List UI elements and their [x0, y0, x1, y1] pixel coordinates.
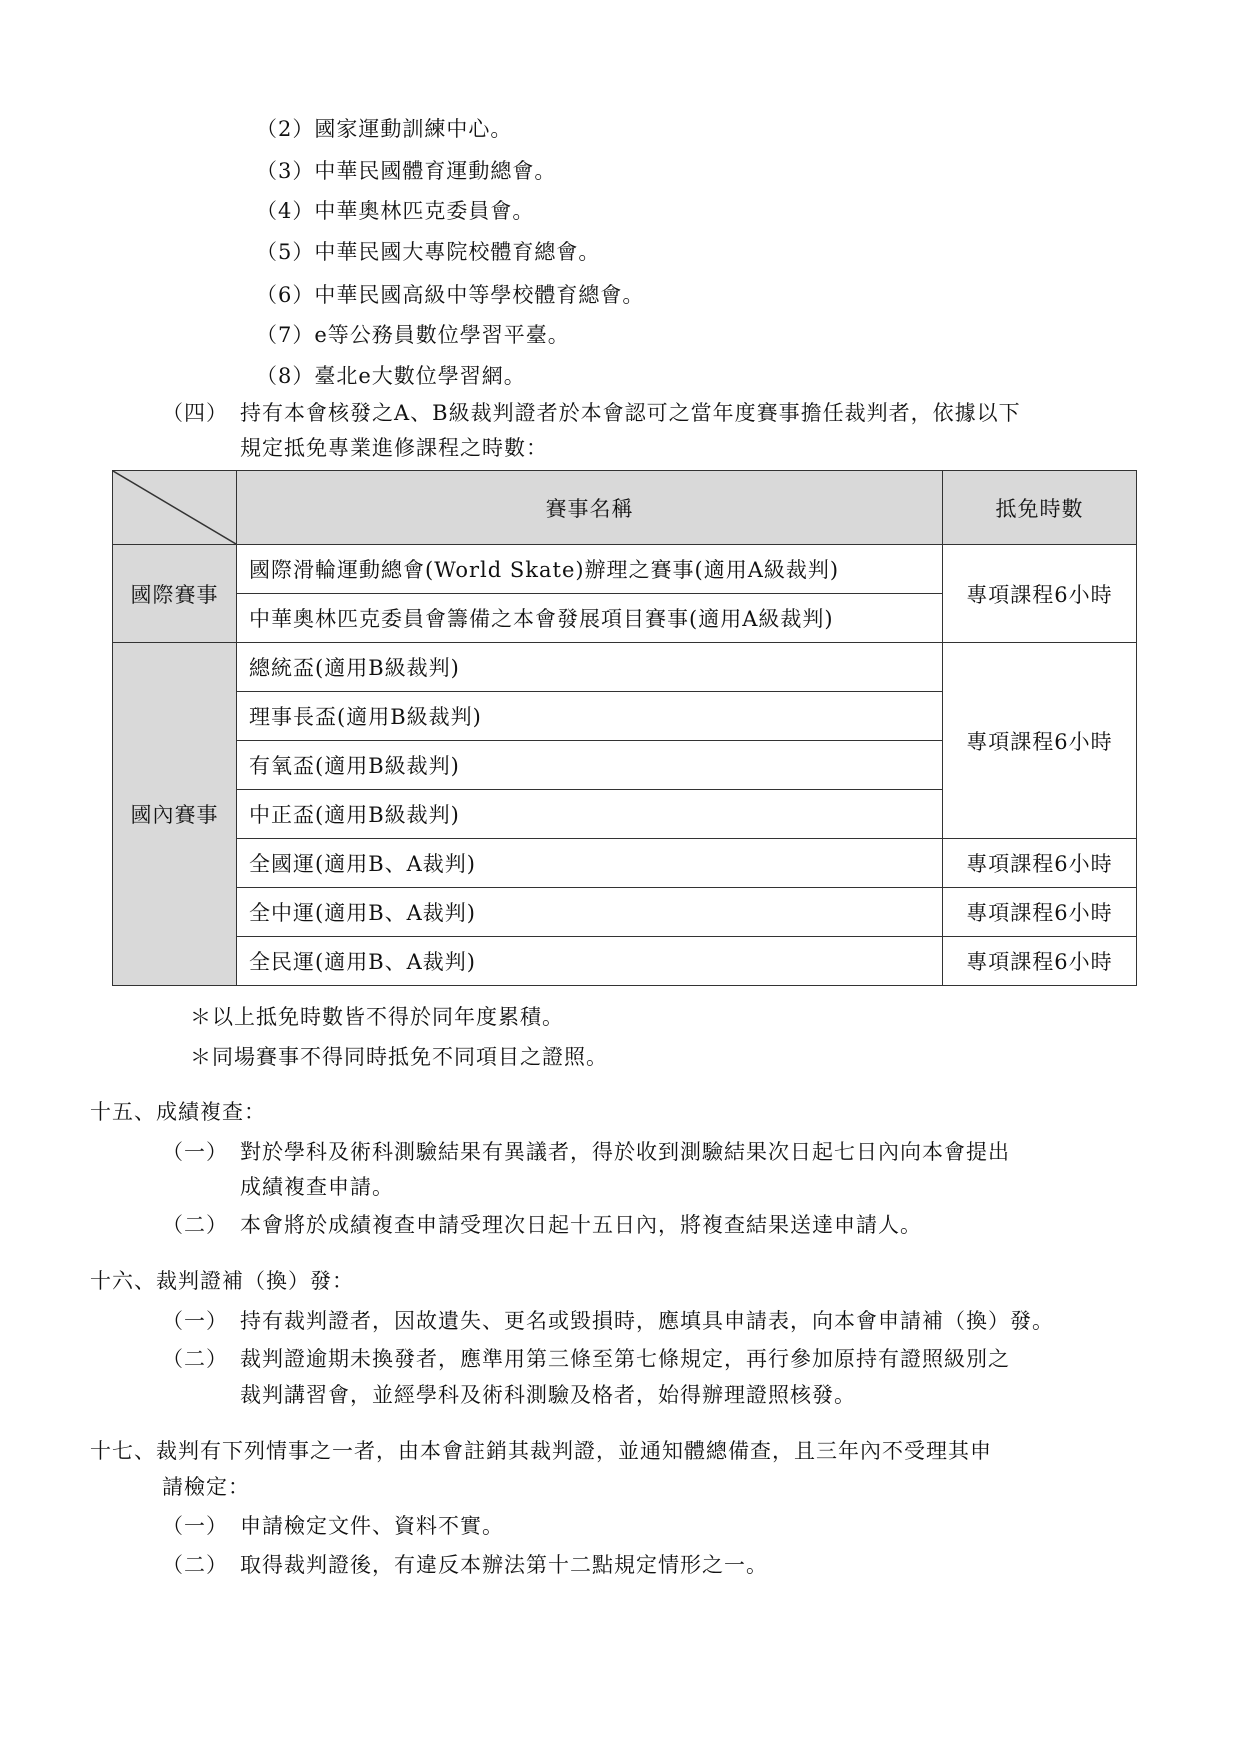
diagonal-header-cell: [113, 471, 237, 545]
table-row: [113, 839, 1137, 888]
exemption-table: [112, 470, 1137, 986]
note-line: ＊同場賽事不得同時抵免不同項目之證照。: [190, 1045, 608, 1069]
header-exempt-hours: 抵免時數: [943, 471, 1137, 545]
paragraph-line: 本會將於成績複查申請受理次日起十五日內，將複查結果送達申請人。: [240, 1213, 922, 1237]
event-name-cell: 全國運(適用B、A裁判): [237, 839, 943, 888]
paragraph-line: 裁判證逾期未換發者，應準用第三條至第七條規定，再行參加原持有證照級別之: [240, 1347, 1010, 1371]
paragraph-line: 取得裁判證後，有違反本辦法第十二點規定情形之一。: [240, 1553, 768, 1577]
hours-cell: 專項課程6小時: [943, 545, 1137, 643]
section-heading: 十七、裁判有下列情事之一者，由本會註銷其裁判證，並通知體總備查，且三年內不受理其申: [90, 1439, 992, 1463]
event-name-cell: 理事長盃(適用B級裁判): [237, 692, 943, 741]
item-marker: （一）: [162, 1309, 228, 1333]
event-name-cell: 總統盃(適用B級裁判): [237, 643, 943, 692]
paragraph-line: 對於學科及術科測驗結果有異議者，得於收到測驗結果次日起七日內向本會提出: [240, 1140, 1010, 1164]
list-item: （2）國家運動訓練中心。: [256, 117, 513, 141]
table-row: [113, 937, 1137, 986]
paragraph-line: 裁判講習會，並經學科及術科測驗及格者，始得辦理證照核發。: [240, 1383, 856, 1407]
event-name-cell: 中正盃(適用B級裁判): [237, 790, 943, 839]
list-item: （8）臺北e大數位學習網。: [256, 364, 526, 388]
event-name-cell: 中華奧林匹克委員會籌備之本會發展項目賽事(適用A級裁判): [237, 594, 943, 643]
category-international: 國際賽事: [113, 545, 237, 643]
event-name-cell: 有氧盃(適用B級裁判): [237, 741, 943, 790]
category-domestic: 國內賽事: [113, 643, 237, 986]
hours-cell: 專項課程6小時: [943, 839, 1137, 888]
header-event-name: 賽事名稱: [237, 471, 943, 545]
item-marker: （一）: [162, 1140, 228, 1164]
list-item: （3）中華民國體育運動總會。: [256, 159, 557, 183]
note-line: ＊以上抵免時數皆不得於同年度累積。: [190, 1005, 564, 1029]
list-item: （6）中華民國高級中等學校體育總會。: [256, 283, 645, 307]
section-heading-cont: 請檢定：: [162, 1475, 250, 1499]
paragraph-line: 成績複查申請。: [240, 1175, 394, 1199]
list-item: （7）e等公務員數位學習平臺。: [256, 323, 570, 347]
item-marker: （二）: [162, 1347, 228, 1371]
item-marker: （二）: [162, 1213, 228, 1237]
item-marker: （四）: [162, 401, 228, 425]
event-name-cell: 全民運(適用B、A裁判): [237, 937, 943, 986]
item-marker: （一）: [162, 1514, 228, 1538]
paragraph-line: 規定抵免專業進修課程之時數：: [240, 436, 548, 460]
table-header-row: [113, 471, 1137, 545]
event-name-cell: 國際滑輪運動總會(World Skate)辦理之賽事(適用A級裁判): [237, 545, 943, 594]
table-row: [113, 888, 1137, 937]
section-heading: 十五、成績複查：: [90, 1100, 266, 1124]
event-name-cell: 全中運(適用B、A裁判): [237, 888, 943, 937]
list-item: （4）中華奧林匹克委員會。: [256, 199, 535, 223]
hours-cell: 專項課程6小時: [943, 643, 1137, 839]
item-marker: （二）: [162, 1553, 228, 1577]
section-heading: 十六、裁判證補（換）發：: [90, 1269, 354, 1293]
hours-cell: 專項課程6小時: [943, 888, 1137, 937]
list-item: （5）中華民國大專院校體育總會。: [256, 240, 601, 264]
paragraph-line: 持有裁判證者，因故遺失、更名或毀損時，應填具申請表，向本會申請補（換）發。: [240, 1309, 1054, 1333]
paragraph-line: 申請檢定文件、資料不實。: [240, 1514, 504, 1538]
table-row: [113, 545, 1137, 594]
paragraph-line: 持有本會核發之A、B級裁判證者於本會認可之當年度賽事擔任裁判者，依據以下: [240, 401, 1021, 425]
hours-cell: 專項課程6小時: [943, 937, 1137, 986]
table-row: [113, 643, 1137, 692]
